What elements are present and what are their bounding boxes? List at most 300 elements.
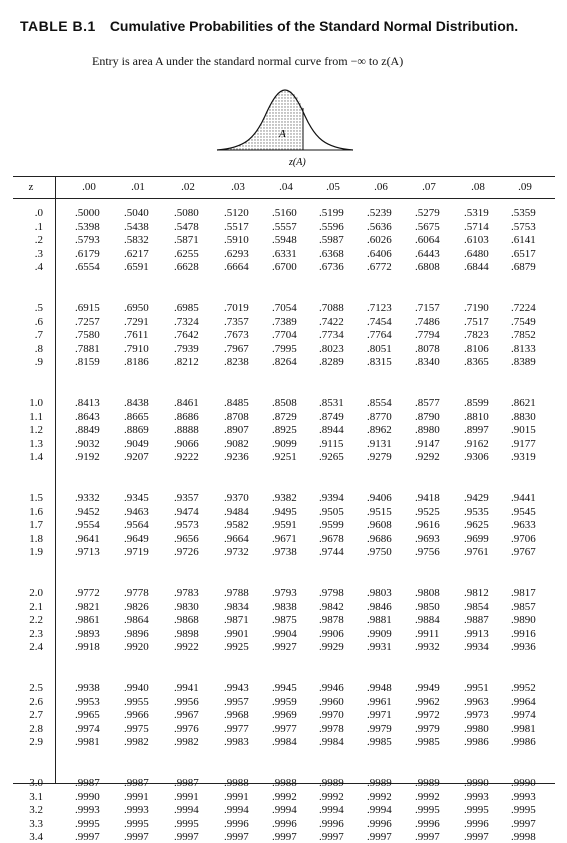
table-cell: .9964 [511, 695, 536, 708]
table-cell: .9049 [124, 437, 149, 450]
table-cell: .9962 [415, 695, 440, 708]
row-z-label: 1.3 [29, 437, 43, 450]
table-cell: .9207 [124, 451, 149, 464]
table-cell: .6700 [272, 261, 297, 274]
table-cell: .8810 [464, 410, 489, 423]
table-cell: .9732 [224, 546, 249, 559]
table-cell: .8340 [415, 356, 440, 369]
table-cell: .9370 [224, 492, 249, 504]
table-cell: .9997 [272, 831, 297, 843]
table-cell: .9463 [124, 505, 149, 518]
table-cell: .9441 [511, 492, 536, 504]
table-cell: .5675 [415, 220, 440, 233]
row-z-label: .1 [34, 220, 43, 233]
table-cell: .9996 [319, 817, 344, 830]
table-cell: .8749 [319, 410, 344, 423]
table-cell: .5714 [464, 220, 489, 233]
table-cell: .9573 [174, 519, 199, 532]
table-cell: .9941 [174, 682, 199, 694]
column-header: .06 [374, 181, 388, 193]
table-tag: TABLE B.1 [20, 18, 96, 34]
row-z-label: .3 [34, 247, 43, 260]
table-cell: .6141 [511, 234, 536, 247]
table-cell: .9222 [174, 451, 199, 464]
table-cell: .9995 [75, 817, 100, 830]
table-cell: .8531 [319, 397, 344, 409]
table-cell: .9857 [511, 600, 536, 613]
row-z-label: .6 [34, 315, 43, 328]
table-cell: .6026 [367, 234, 392, 247]
table-cell: .7157 [415, 302, 440, 314]
table-cell: .9713 [75, 546, 100, 559]
table-cell: .9625 [464, 519, 489, 532]
table-cell: .6179 [75, 247, 100, 260]
table-cell: .8051 [367, 342, 392, 355]
table-cell: .9987 [75, 777, 100, 789]
table-cell: .6985 [174, 302, 199, 314]
row-z-label: 3.1 [29, 790, 43, 803]
table-cell: .9838 [272, 600, 297, 613]
table-cell: .9699 [464, 532, 489, 545]
table-cell: .8023 [319, 342, 344, 355]
table-cell: .9868 [174, 614, 199, 627]
table-cell: .5987 [319, 234, 344, 247]
table-cell: .7291 [124, 315, 149, 328]
table-cell: .9896 [124, 627, 149, 640]
table-cell: .9969 [272, 709, 297, 722]
table-cell: .7486 [415, 315, 440, 328]
table-cell: .9099 [272, 437, 297, 450]
table-cell: .7054 [272, 302, 297, 314]
table-cell: .9946 [319, 682, 344, 694]
table-cell: .8907 [224, 424, 249, 437]
table-cell: .5596 [319, 220, 344, 233]
table-cell: .9994 [367, 804, 392, 817]
table-cell: .9997 [367, 831, 392, 843]
table-cell: .9995 [415, 804, 440, 817]
table-cell: .9192 [75, 451, 100, 464]
table-cell: .9997 [174, 831, 199, 843]
table-cell: .9985 [367, 736, 392, 749]
table-cell: .9995 [174, 817, 199, 830]
table-cell: .8997 [464, 424, 489, 437]
row-z-label: 1.0 [29, 397, 43, 409]
table-cell: .7389 [272, 315, 297, 328]
table-cell: .9974 [511, 709, 536, 722]
table-cell: .6293 [224, 247, 249, 260]
table-cell: .9981 [511, 722, 536, 735]
table-cell: .7704 [272, 329, 297, 342]
row-z-label: 3.3 [29, 817, 43, 830]
table-cell: .9599 [319, 519, 344, 532]
table-cell: .9875 [272, 614, 297, 627]
table-cell: .7224 [511, 302, 536, 314]
table-cell: .9394 [319, 492, 344, 504]
table-caption: Entry is area A under the standard normal curve from −∞ to z(A) [92, 54, 404, 68]
table-cell: .9996 [415, 817, 440, 830]
table-cell: .9808 [415, 587, 440, 599]
table-cell: .9909 [367, 627, 392, 640]
header-rule [13, 198, 555, 199]
column-header: .09 [518, 181, 532, 193]
table-cell: .9943 [224, 682, 249, 694]
table-cell: .9429 [464, 492, 489, 504]
table-cell: .9996 [367, 817, 392, 830]
row-z-label: .9 [34, 356, 43, 369]
table-cell: .7611 [124, 329, 149, 342]
table-cell: .9817 [511, 587, 536, 599]
table-cell: .9951 [464, 682, 489, 694]
row-z-label: .2 [34, 234, 43, 247]
table-cell: .8212 [174, 356, 199, 369]
table-cell: .7939 [174, 342, 199, 355]
table-cell: .9979 [367, 722, 392, 735]
table-cell: .5199 [319, 207, 344, 219]
table-cell: .9382 [272, 492, 297, 504]
row-z-label: 1.9 [29, 546, 43, 559]
table-cell: .9292 [415, 451, 440, 464]
table-cell: .9515 [367, 505, 392, 518]
row-z-label: 1.7 [29, 519, 43, 532]
table-cell: .9989 [415, 777, 440, 789]
table-cell: .9938 [75, 682, 100, 694]
table-cell: .9988 [224, 777, 249, 789]
table-cell: .9554 [75, 519, 100, 532]
table-cell: .8665 [124, 410, 149, 423]
row-z-label: 2.6 [29, 695, 43, 708]
table-cell: .5948 [272, 234, 297, 247]
table-cell: .9997 [464, 831, 489, 843]
table-cell: .9922 [174, 641, 199, 654]
table-cell: .7910 [124, 342, 149, 355]
table-cell: .9993 [511, 790, 536, 803]
table-cell: .9994 [224, 804, 249, 817]
table-cell: .9993 [124, 804, 149, 817]
row-z-label: 1.4 [29, 451, 43, 464]
table-cell: .9861 [75, 614, 100, 627]
table-cell: .5279 [415, 207, 440, 219]
table-cell: .7823 [464, 329, 489, 342]
table-cell: .9115 [319, 437, 344, 450]
table-cell: .8849 [75, 424, 100, 437]
table-cell: .9495 [272, 505, 297, 518]
table-cell: .9961 [367, 695, 392, 708]
table-cell: .9893 [75, 627, 100, 640]
table-cell: .9911 [415, 627, 440, 640]
table-cell: .8980 [415, 424, 440, 437]
row-z-label: 2.5 [29, 682, 43, 694]
table-cell: .9871 [224, 614, 249, 627]
table-cell: .5832 [124, 234, 149, 247]
row-z-label: 2.0 [29, 587, 43, 599]
column-header: .01 [131, 181, 145, 193]
table-cell: .9484 [224, 505, 249, 518]
table-cell: .5478 [174, 220, 199, 233]
table-cell: .9997 [511, 817, 536, 830]
table-cell: .9927 [272, 641, 297, 654]
table-cell: .9656 [174, 532, 199, 545]
table-cell: .9236 [224, 451, 249, 464]
table-cell: .9995 [124, 817, 149, 830]
table-cell: .9974 [75, 722, 100, 735]
table-cell: .9963 [464, 695, 489, 708]
table-cell: .9991 [124, 790, 149, 803]
table-cell: .8078 [415, 342, 440, 355]
table-cell: .9931 [367, 641, 392, 654]
table-cell: .9854 [464, 600, 489, 613]
table-cell: .9671 [272, 532, 297, 545]
table-cell: .9564 [124, 519, 149, 532]
table-cell: .8790 [415, 410, 440, 423]
table-cell: .9147 [415, 437, 440, 450]
table-cell: .5000 [75, 207, 100, 219]
table-cell: .6064 [415, 234, 440, 247]
table-top-rule [13, 176, 555, 177]
table-cell: .9982 [124, 736, 149, 749]
z-label: z(A) [289, 157, 306, 168]
row-z-label: 2.8 [29, 722, 43, 735]
table-cell: .9452 [75, 505, 100, 518]
table-cell: .9948 [367, 682, 392, 694]
table-cell: .6217 [124, 247, 149, 260]
table-cell: .9904 [272, 627, 297, 640]
column-header: .07 [422, 181, 436, 193]
table-cell: .9920 [124, 641, 149, 654]
table-cell: .9693 [415, 532, 440, 545]
table-cell: .5438 [124, 220, 149, 233]
table-cell: .5910 [224, 234, 249, 247]
table-cell: .9418 [415, 492, 440, 504]
table-cell: .7995 [272, 342, 297, 355]
table-cell: .7852 [511, 329, 536, 342]
table-cell: .9996 [272, 817, 297, 830]
table-cell: .5753 [511, 220, 536, 233]
table-cell: .9986 [464, 736, 489, 749]
table-cell: .7673 [224, 329, 249, 342]
column-header: .00 [82, 181, 96, 193]
table-cell: .9949 [415, 682, 440, 694]
table-cell: .9664 [224, 532, 249, 545]
table-cell: .9968 [224, 709, 249, 722]
table-cell: .7642 [174, 329, 199, 342]
table-cell: .5398 [75, 220, 100, 233]
table-cell: .9981 [75, 736, 100, 749]
table-cell: .9960 [319, 695, 344, 708]
row-z-label: 3.2 [29, 804, 43, 817]
table-cell: .8944 [319, 424, 344, 437]
table-cell: .9582 [224, 519, 249, 532]
table-cell: .9989 [319, 777, 344, 789]
table-cell: .9997 [224, 831, 249, 843]
table-cell: .9932 [415, 641, 440, 654]
column-header: .02 [181, 181, 195, 193]
table-cell: .6368 [319, 247, 344, 260]
table-cell: .9996 [224, 817, 249, 830]
table-cell: .9803 [367, 587, 392, 599]
table-cell: .9864 [124, 614, 149, 627]
table-cell: .8485 [224, 397, 249, 409]
table-cell: .7190 [464, 302, 489, 314]
table-cell: .9850 [415, 600, 440, 613]
area-label: A [279, 128, 286, 140]
table-cell: .9988 [272, 777, 297, 789]
table-cell: .7324 [174, 315, 199, 328]
table-cell: .5319 [464, 207, 489, 219]
column-header-z: z [28, 181, 34, 193]
table-cell: .9251 [272, 451, 297, 464]
table-cell: .6808 [415, 261, 440, 274]
table-cell: .9082 [224, 437, 249, 450]
table-cell: .6554 [75, 261, 100, 274]
table-cell: .9945 [272, 682, 297, 694]
table-cell: .9906 [319, 627, 344, 640]
table-cell: .9834 [224, 600, 249, 613]
table-cell: .5359 [511, 207, 536, 219]
table-cell: .9265 [319, 451, 344, 464]
table-cell: .8621 [511, 397, 536, 409]
table-cell: .8289 [319, 356, 344, 369]
table-cell: .7454 [367, 315, 392, 328]
table-cell: .9738 [272, 546, 297, 559]
table-cell: .9015 [511, 424, 536, 437]
table-cell: .8159 [75, 356, 100, 369]
table-cell: .8264 [272, 356, 297, 369]
row-z-label: .4 [34, 261, 43, 274]
table-cell: .9995 [511, 804, 536, 817]
table-cell: .8830 [511, 410, 536, 423]
table-cell: .9812 [464, 587, 489, 599]
table-cell: .9649 [124, 532, 149, 545]
table-cell: .9846 [367, 600, 392, 613]
table-cell: .5517 [224, 220, 249, 233]
table-cell: .6844 [464, 261, 489, 274]
table-cell: .9983 [224, 736, 249, 749]
row-z-label: 2.1 [29, 600, 43, 613]
row-z-label: 2.3 [29, 627, 43, 640]
table-cell: .8643 [75, 410, 100, 423]
table-cell: .9936 [511, 641, 536, 654]
table-cell: .6480 [464, 247, 489, 260]
table-cell: .5160 [272, 207, 297, 219]
table-cell: .8925 [272, 424, 297, 437]
table-cell: .9591 [272, 519, 297, 532]
table-cell: .9994 [272, 804, 297, 817]
table-cell: .8554 [367, 397, 392, 409]
table-cell: .9778 [124, 587, 149, 599]
table-cell: .9616 [415, 519, 440, 532]
table-cell: .9345 [124, 492, 149, 504]
table-cell: .9952 [511, 682, 536, 694]
table-cell: .9985 [415, 736, 440, 749]
table-cell: .9826 [124, 600, 149, 613]
table-cell: .8708 [224, 410, 249, 423]
table-cell: .9918 [75, 641, 100, 654]
table-cell: .9162 [464, 437, 489, 450]
column-header: .08 [471, 181, 485, 193]
table-cell: .8413 [75, 397, 100, 409]
table-cell: .8315 [367, 356, 392, 369]
table-cell: .9332 [75, 492, 100, 504]
table-cell: .9994 [174, 804, 199, 817]
table-cell: .9925 [224, 641, 249, 654]
table-cell: .8770 [367, 410, 392, 423]
table-cell: .9993 [75, 804, 100, 817]
table-cell: .9997 [75, 831, 100, 843]
table-cell: .8106 [464, 342, 489, 355]
z-column-rule [55, 176, 56, 784]
table-cell: .9955 [124, 695, 149, 708]
table-cell: .9934 [464, 641, 489, 654]
table-cell: .9608 [367, 519, 392, 532]
table-cell: .9940 [124, 682, 149, 694]
table-cell: .9633 [511, 519, 536, 532]
table-cell: .9982 [174, 736, 199, 749]
row-z-label: 2.7 [29, 709, 43, 722]
shaded-area [217, 90, 303, 150]
table-cell: .8577 [415, 397, 440, 409]
table-cell: .9177 [511, 437, 536, 450]
table-cell: .9992 [415, 790, 440, 803]
table-cell: .9992 [367, 790, 392, 803]
table-cell: .9884 [415, 614, 440, 627]
table-cell: .9726 [174, 546, 199, 559]
table-cell: .9996 [464, 817, 489, 830]
table-cell: .7580 [75, 329, 100, 342]
table-cell: .9990 [464, 777, 489, 789]
table-cell: .9505 [319, 505, 344, 518]
table-cell: .9989 [367, 777, 392, 789]
table-cell: .9279 [367, 451, 392, 464]
table-cell: .9535 [464, 505, 489, 518]
table-cell: .9991 [174, 790, 199, 803]
table-cell: .9767 [511, 546, 536, 559]
table-cell: .6331 [272, 247, 297, 260]
table-cell: .9967 [174, 709, 199, 722]
table-cell: .8186 [124, 356, 149, 369]
table-cell: .9706 [511, 532, 536, 545]
row-z-label: 1.1 [29, 410, 43, 423]
row-z-label: .5 [34, 302, 43, 314]
table-cell: .9993 [464, 790, 489, 803]
row-z-label: 2.2 [29, 614, 43, 627]
row-z-label: 1.6 [29, 505, 43, 518]
table-cell: .9878 [319, 614, 344, 627]
row-z-label: 1.8 [29, 532, 43, 545]
table-cell: .5239 [367, 207, 392, 219]
table-cell: .6517 [511, 247, 536, 260]
table-cell: .9957 [224, 695, 249, 708]
table-cell: .7967 [224, 342, 249, 355]
table-cell: .8962 [367, 424, 392, 437]
table-cell: .6103 [464, 234, 489, 247]
table-cell: .5120 [224, 207, 249, 219]
table-cell: .5793 [75, 234, 100, 247]
column-header: .05 [326, 181, 340, 193]
table-cell: .7088 [319, 302, 344, 314]
table-cell: .9979 [415, 722, 440, 735]
table-cell: .9995 [464, 804, 489, 817]
table-cell: .9997 [124, 831, 149, 843]
table-cell: .9641 [75, 532, 100, 545]
table-cell: .9793 [272, 587, 297, 599]
table-cell: .5080 [174, 207, 199, 219]
table-cell: .5040 [124, 207, 149, 219]
table-cell: .9406 [367, 492, 392, 504]
table-cell: .7357 [224, 315, 249, 328]
table-cell: .7019 [224, 302, 249, 314]
table-cell: .9984 [272, 736, 297, 749]
table-cell: .8599 [464, 397, 489, 409]
